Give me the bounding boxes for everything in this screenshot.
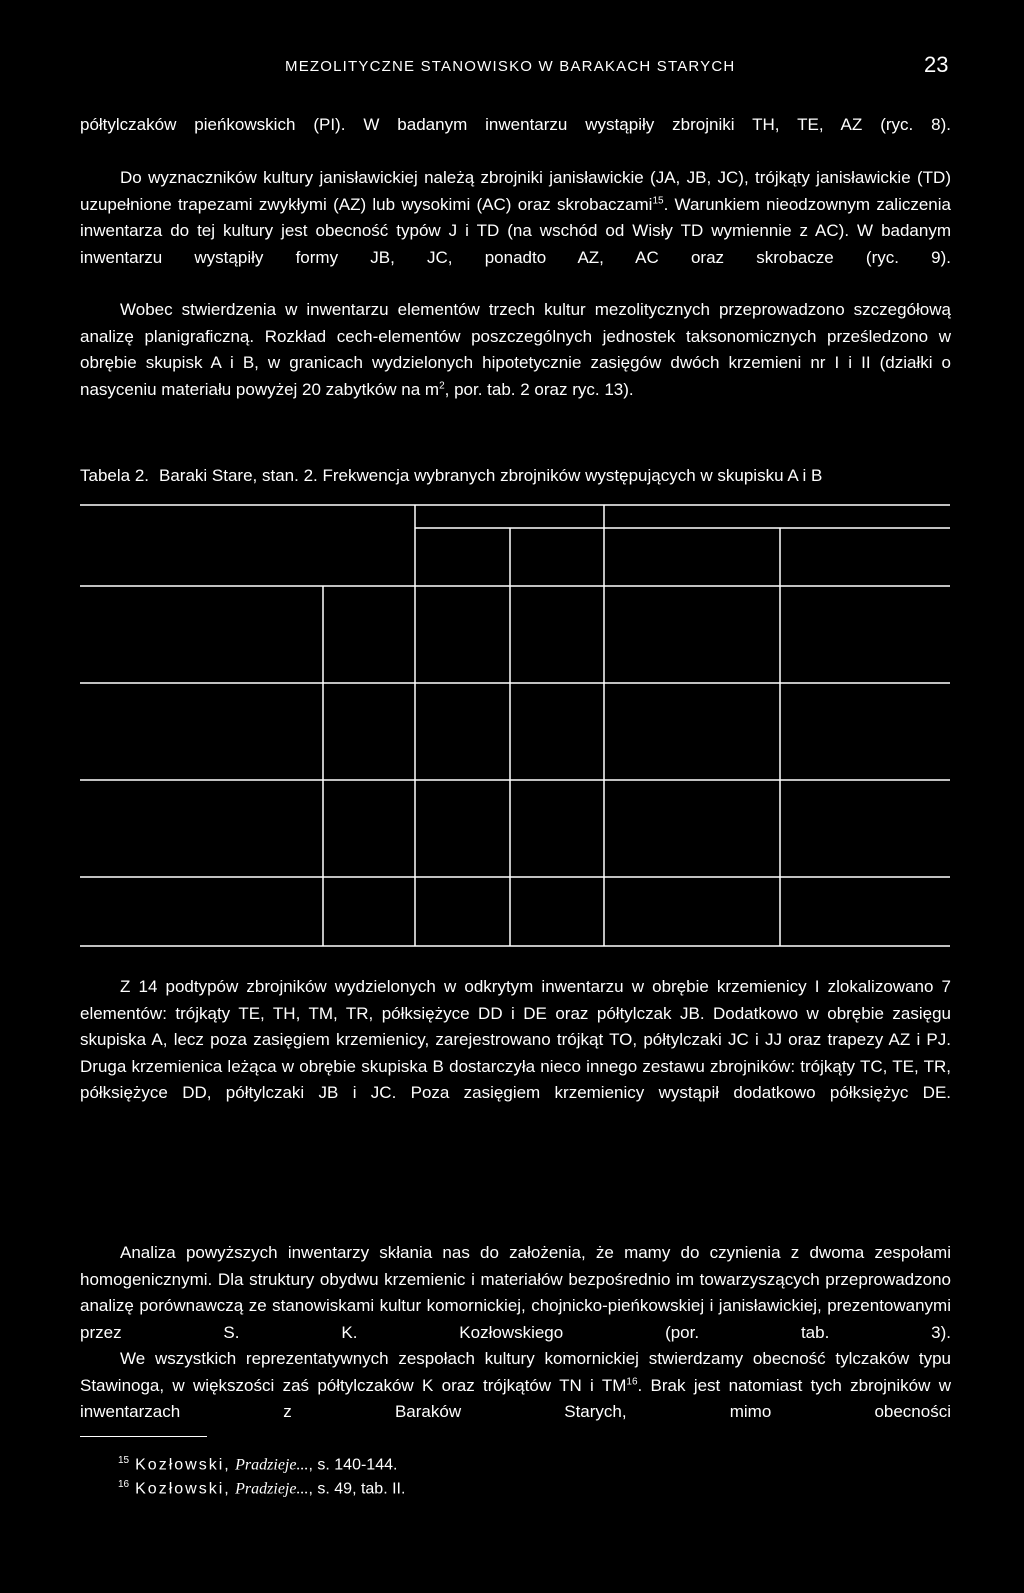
page-number: 23 [924,52,949,77]
paragraph: Analiza powyższych inwentarzy skłania nas do założenia, że mamy do czynienia z dwoma zespołami homogenicznymi. Dla struktury obydwu krzemienic i materiałów bezpośrednio im towarzyszących przeprowadzono analizę porównawczą ze stanowiskami kultur komornickiej, chojnicko-pieńkowskiej i janisławickiej, prezentowanymi przez S. K. Kozłowskiego (por. tab. 3). [80,1243,951,1342]
paragraph: półtylczaków pieńkowskich (PI). W badanym inwentarzu wystąpiły zbrojniki TH, TE, AZ (ryc. 8). [80,115,951,134]
table-label: Tabela 2. [80,466,149,485]
running-title: MEZOLITYCZNE STANOWISKO W BARAKACH STARYCH [285,58,736,75]
footnote-divider [80,1436,207,1437]
footnote-ref: 15 [652,194,664,206]
paragraph: Do wyznaczników kultury janisławickiej należą zbrojniki janisławickie (JA, JB, JC), trójkąty janisławickie (TD) uzupełnione trapezami zwykłymi (AZ) lub wysokimi (AC) oraz skrobaczami$^{15}$. Warunkiem nieodzownym zaliczenia inwentarza do tej kultury jest obecność typów J i TD (na wschód od Wisły TD wymiennie z AC). W badanym inwentarzu wystąpiły formy JB, JC, ponadto AZ, AC oraz skrobacze (ryc. 9). [80,168,951,267]
table-caption: Tabela 2. Baraki Stare, stan. 2. Frekwencja wybranych zbrojników występujących w skupisku A i B [80,466,823,485]
footnote: $^{15}$ Kozłowski, Pradzieje..., s. 140-144. [118,1455,398,1474]
footnote: $^{16}$ Kozłowski, Pradzieje..., s. 49, tab. II. [118,1479,406,1498]
paragraph: Z 14 podtypów zbrojników wydzielonych w odkrytym inwentarzu w obrębie krzemienicy I zlokalizowano 7 elementów: trójkąty TE, TH, TM, TR, półksiężyce DD i DE oraz półtylczak JB. Dodatkowo w obrębie zasięgu skupiska A, lecz poza zasięgiem krzemienicy, zarejestrowano trójkąt TO, półtylczaki JC i JJ oraz trapezy AZ i PJ. Druga krzemienica leżąca w obrębie skupiska B dostarczyła nieco innego zestawu zbrojników: trójkąty TC, TE, TR, półksiężyce DD, półtylczaki JB i JC. Poza zasięgiem krzemienicy wystąpił dodatkowo półksiężyc DE. [80,977,951,1102]
paragraph: We wszystkich reprezentatywnych zespołach kultury komornickiej stwierdzamy obecność tylczaków typu Stawinoga, w większości zaś półtylczaków K oraz trójkątów TN i TM$^{16}$. Brak jest natomiast tych zbrojników w inwentarzach z Baraków Starych, mimo obecności [80,1349,951,1421]
paragraph: Wobec stwierdzenia w inwentarzu elementów trzech kultur mezolitycznych przeprowadzono szczegółową analizę planigraficzną. Rozkład cech-elementów poszczególnych jednostek taksonomicznych prześledzono w obrębie skupisk A i B, w granicach wydzielonych hipotetycznie zasięgów dwóch krzemieni nr I i II (działki o nasyceniu materiału powyżej 20 zabytków na $m^2$, por. tab. 2 oraz ryc. 13). [80,300,951,399]
